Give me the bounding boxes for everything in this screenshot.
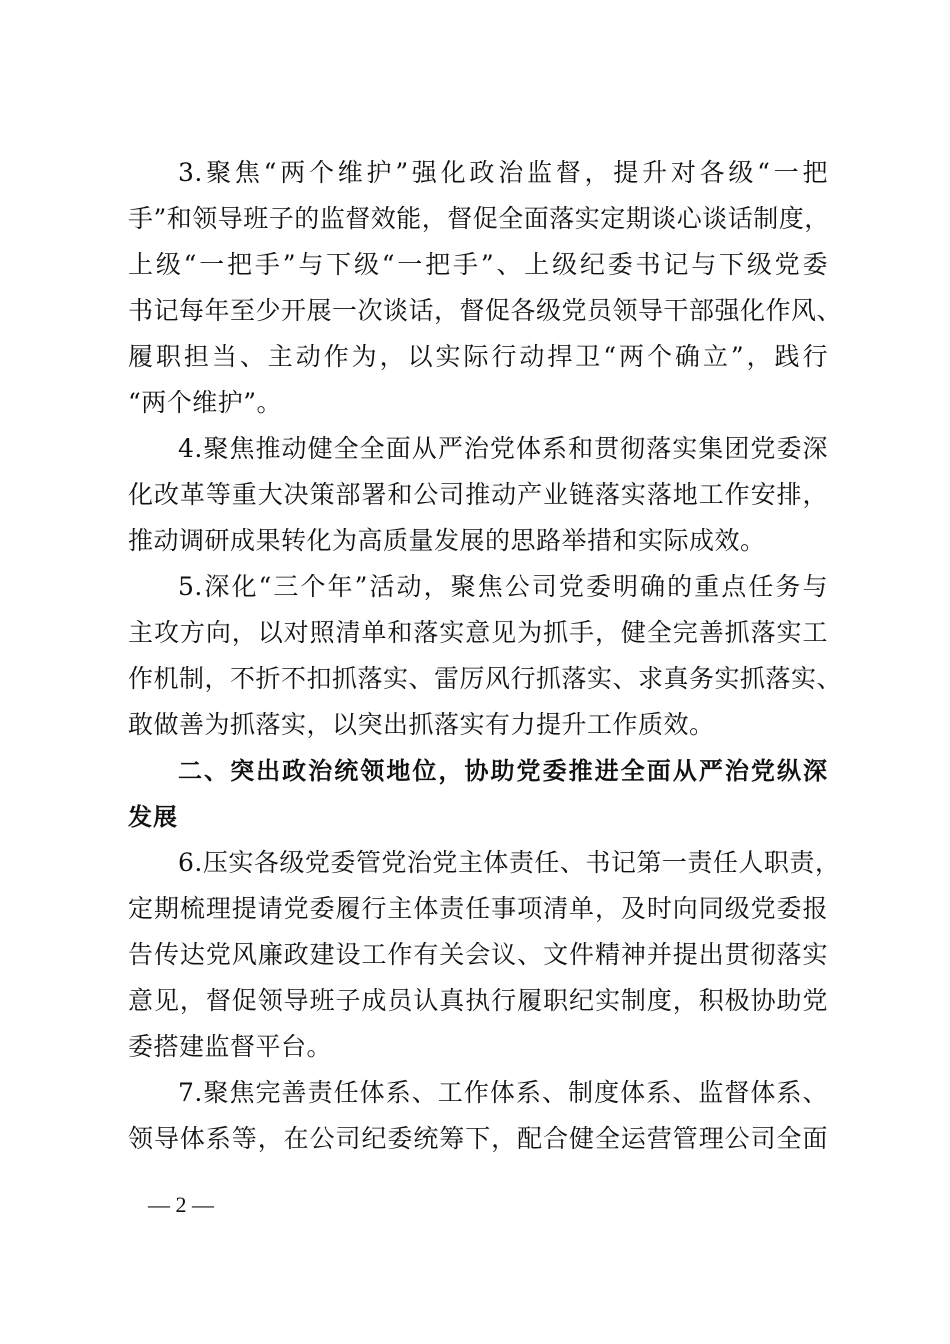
paragraph-6 [128, 840, 841, 1070]
paragraph-5 [128, 564, 843, 748]
text-line: 手”和领导班子的监督效能，督促全面落实定期谈心谈话制度， [128, 204, 830, 233]
paragraph-7 [128, 1070, 828, 1162]
text-line: 7.聚焦完善责任体系、工作体系、制度体系、监督体系、 [178, 1078, 828, 1107]
text-line: 4.聚焦推动健全全面从严治党体系和贯彻落实集团党委深 [178, 434, 828, 463]
text-line: 作机制，不折不扣抓落实、雷厉风行抓落实、求真务实抓落实、 [128, 664, 843, 693]
text-line: “两个维护”。 [128, 388, 283, 417]
paragraph-3 [128, 150, 843, 426]
text-line: 上级“一把手”与下级“一把手”、上级纪委书记与下级党委 [128, 250, 828, 279]
text-line: 3.聚焦“两个维护”强化政治监督，提升对各级“一把 [178, 158, 828, 187]
text-line: 主攻方向，以对照清单和落实意见为抓手，健全完善抓落实工 [128, 618, 828, 647]
text-line: 推动调研成果转化为高质量发展的思路举措和实际成效。 [128, 526, 766, 555]
paragraph-4 [128, 426, 828, 564]
text-line: 5.深化“三个年”活动，聚焦公司党委明确的重点任务与 [178, 572, 828, 601]
page-number: — 2 — [148, 1192, 214, 1217]
document-body [128, 150, 843, 1162]
text-line: 书记每年至少开展一次谈话，督促各级党员领导干部强化作风、 [128, 296, 843, 325]
text-line: 领导体系等，在公司纪委统筹下，配合健全运营管理公司全面 [128, 1124, 828, 1153]
text-line: 履职担当、主动作为，以实际行动捍卫“两个确立”，践行 [128, 342, 828, 371]
text-line: 敢做善为抓落实，以突出抓落实有力提升工作质效。 [128, 710, 715, 739]
heading-line: 发展 [128, 803, 178, 831]
text-line: 意见，督促领导班子成员认真执行履职纪实制度，积极协助党 [128, 986, 828, 1015]
text-line: 定期梳理提请党委履行主体责任事项清单，及时向同级党委报 [128, 894, 828, 923]
heading-line: 二、突出政治统领地位，协助党委推进全面从严治党纵深 [178, 757, 828, 785]
section-heading-2 [128, 748, 828, 840]
text-line: 委搭建监督平台。 [128, 1032, 333, 1061]
text-line: 告传达党风廉政建设工作有关会议、文件精神并提出贯彻落实 [128, 940, 828, 969]
text-line: 化改革等重大决策部署和公司推动产业链落实落地工作安排， [128, 480, 828, 509]
text-line: 6.压实各级党委管党治党主体责任、书记第一责任人职责， [178, 848, 841, 877]
